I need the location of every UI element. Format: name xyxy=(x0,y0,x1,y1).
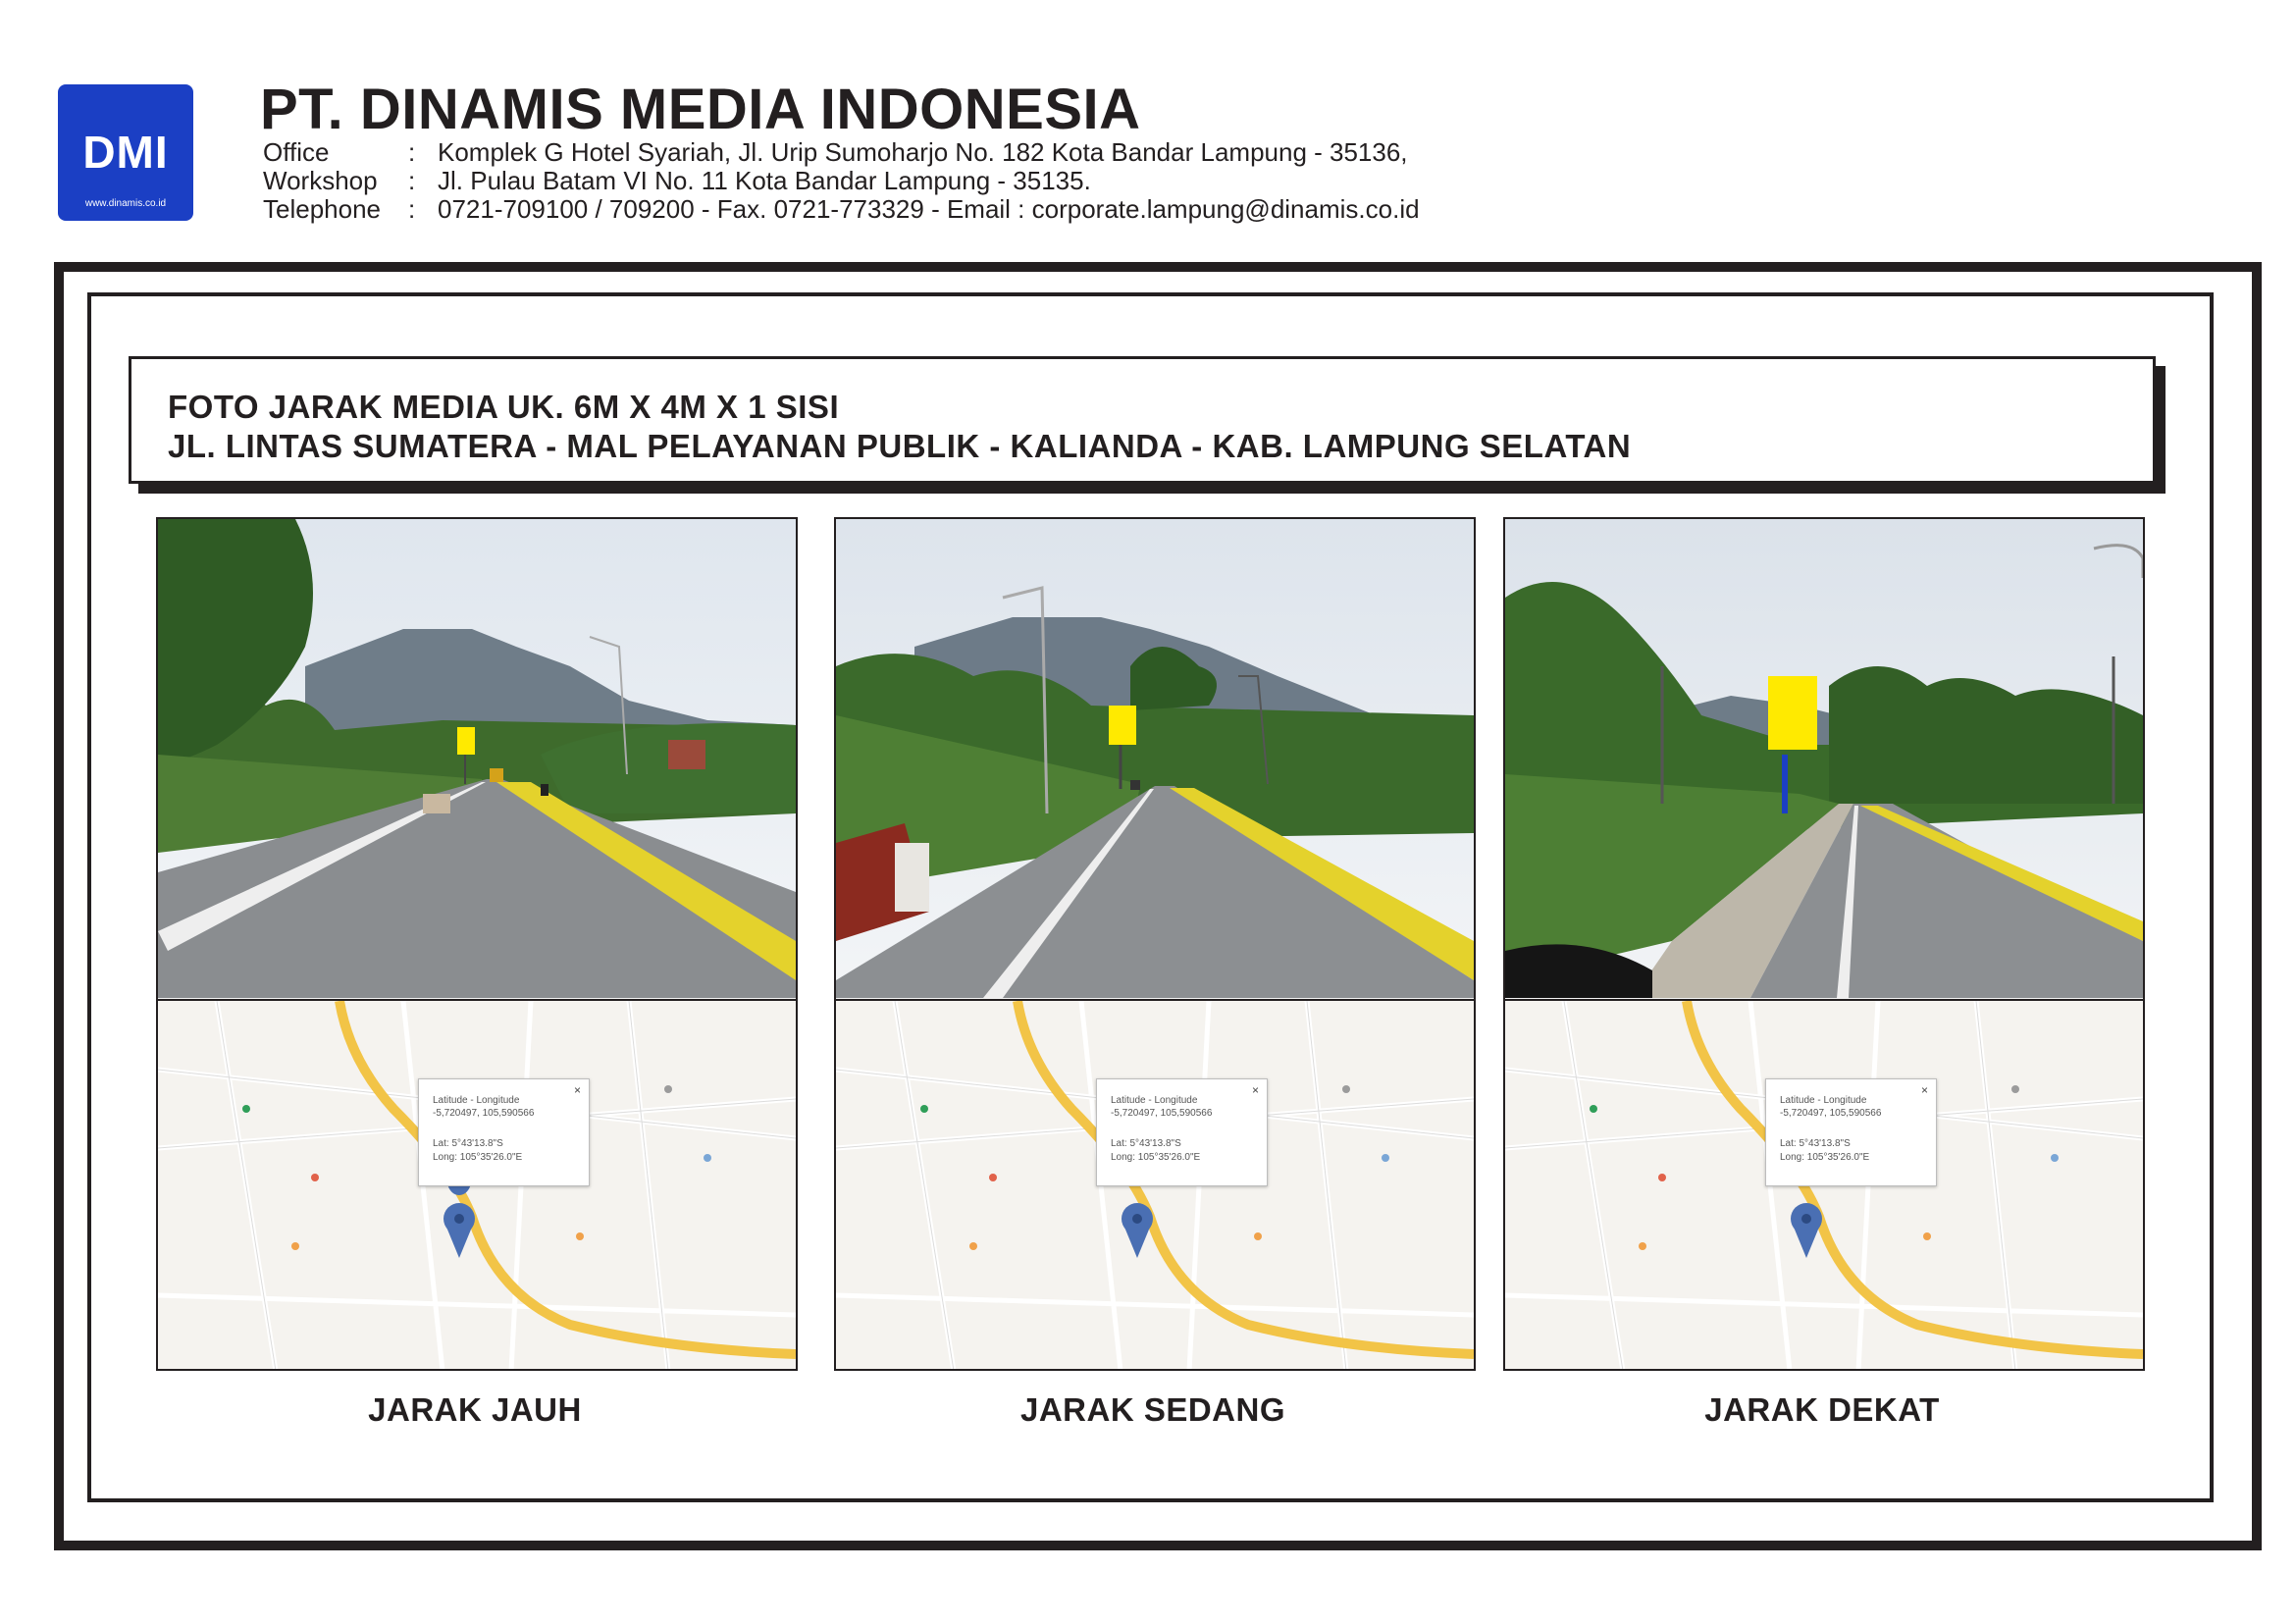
popup-line-1: Latitude - Longitude xyxy=(1111,1095,1198,1106)
caption-jarak-jauh: JARAK JAUH xyxy=(368,1391,582,1428)
company-name: PT. DINAMIS MEDIA INDONESIA xyxy=(260,78,1141,141)
telephone-colon: : xyxy=(408,194,416,224)
map-popup xyxy=(418,1078,590,1186)
popup-line-4: Long: 105°35'26.0"E xyxy=(1111,1152,1201,1163)
popup-line-4: Long: 105°35'26.0"E xyxy=(1780,1152,1870,1163)
popup-line-1: Latitude - Longitude xyxy=(433,1095,520,1106)
map-popup xyxy=(1765,1078,1937,1186)
logo-website: www.dinamis.co.id xyxy=(84,198,167,209)
photo-far xyxy=(158,519,796,998)
caption-jarak-sedang: JARAK SEDANG xyxy=(1019,1391,1286,1428)
popup-line-2: -5,720497, 105,590566 xyxy=(1111,1108,1213,1119)
telephone-value: 0721-709100 / 709200 - Fax. 0721-773329 - Email : corporate.lampung@dinamis.co.id xyxy=(438,194,1420,224)
popup-line-4: Long: 105°35'26.0"E xyxy=(433,1152,523,1163)
office-row xyxy=(263,137,1408,168)
logo-abbreviation: DMI xyxy=(82,127,169,178)
photo-medium xyxy=(836,519,1474,998)
caption-jarak-dekat: JARAK DEKAT xyxy=(1704,1391,1940,1428)
map-popup xyxy=(1096,1078,1268,1186)
office-colon: : xyxy=(408,137,416,167)
panel-jarak-sedang xyxy=(834,517,1476,1371)
workshop-colon: : xyxy=(408,166,416,195)
workshop-label: Workshop xyxy=(263,166,378,195)
popup-line-1: Latitude - Longitude xyxy=(1780,1095,1867,1106)
popup-line-3: Lat: 5°43'13.8"S xyxy=(1111,1138,1181,1149)
popup-line-3: Lat: 5°43'13.8"S xyxy=(1780,1138,1851,1149)
office-label: Office xyxy=(263,137,330,167)
telephone-label: Telephone xyxy=(263,194,381,224)
popup-line-2: -5,720497, 105,590566 xyxy=(1780,1108,1882,1119)
workshop-value: Jl. Pulau Batam VI No. 11 Kota Bandar Lampung - 35135. xyxy=(438,166,1091,195)
photo-near xyxy=(1505,519,2143,998)
company-logo xyxy=(58,84,193,221)
panel-jarak-dekat xyxy=(1503,517,2145,1371)
close-icon[interactable]: × xyxy=(1920,1083,1928,1097)
close-icon[interactable]: × xyxy=(1251,1083,1259,1097)
title-line-1: FOTO JARAK MEDIA UK. 6M X 4M X 1 SISI xyxy=(168,389,840,425)
popup-line-3: Lat: 5°43'13.8"S xyxy=(433,1138,503,1149)
telephone-row xyxy=(263,194,1420,225)
workshop-row xyxy=(263,166,1091,196)
popup-line-2: -5,720497, 105,590566 xyxy=(433,1108,535,1119)
office-value: Komplek G Hotel Syariah, Jl. Urip Sumoharjo No. 182 Kota Bandar Lampung - 35136, xyxy=(438,137,1408,167)
close-icon[interactable]: × xyxy=(573,1083,581,1097)
title-box xyxy=(129,356,2156,484)
title-line-2: JL. LINTAS SUMATERA - MAL PELAYANAN PUBLIK - KALIANDA - KAB. LAMPUNG SELATAN xyxy=(168,428,1632,464)
panel-jarak-jauh xyxy=(156,517,798,1371)
